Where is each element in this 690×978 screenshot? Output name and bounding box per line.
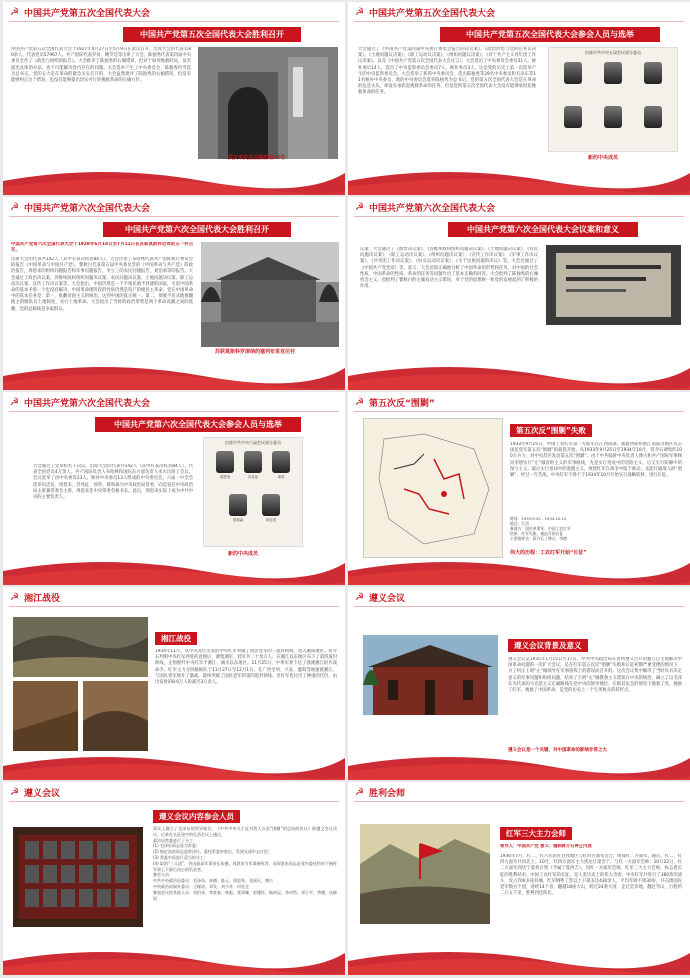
portrait bbox=[564, 106, 582, 128]
party-emblem-icon: ☭ bbox=[355, 787, 364, 798]
photo-caption: 新的中央成员 bbox=[228, 551, 259, 557]
slide-2[interactable] bbox=[348, 2, 690, 195]
portrait-name: 苏兆征 bbox=[247, 475, 259, 479]
section-title-box: 遵义会议背景及意义 bbox=[508, 639, 588, 652]
divider bbox=[9, 216, 339, 217]
slide-9[interactable] bbox=[3, 782, 345, 975]
portrait-panel bbox=[548, 47, 678, 152]
party-emblem-icon: ☭ bbox=[10, 787, 19, 798]
red-ribbon-decoration bbox=[3, 163, 345, 195]
section-title-box: 第五次反“围剿”失败 bbox=[510, 424, 592, 437]
photo-caption: 伟大的历程：工农红军开始“长征” bbox=[510, 550, 587, 556]
divider bbox=[354, 801, 684, 802]
party-emblem-icon: ☭ bbox=[355, 592, 364, 603]
slide-title: 中国共产党第六次全国代表大会 bbox=[369, 204, 496, 214]
portrait-name: 周恩来 bbox=[219, 475, 231, 479]
divider bbox=[354, 21, 684, 22]
photo-caption: 苏联莫斯科罗津纳的塞列布里亚尼村 bbox=[215, 349, 296, 355]
section-banner: 中国共产党第六次全国代表大会参会人员与选举 bbox=[95, 417, 301, 432]
slide-body-text: 中国共产党第五次全国代表大会于1927年4月27日至5月9日在武汉召开。出席大会的代表有80余人，代表党员57967人。共产国际代表罗易、鲍罗廷等出席了大会。陈独秀代表第四届中央委员会作了《政治与组织的报告》。大会批评了陈独秀的右倾错误，但对于如何挽救时局，没有提出具体的办法，也不可能解决党内存在的问题。大会选举产生了中央委员会，陈独秀仍当选为总书记。党的五大是在革命的紧急关头召开的，大会虽然批评了陈独秀的右倾错误，但没有能够纠正这个错误，也没有能够提出切实可行的挽救革命的正确方针。 bbox=[11, 47, 191, 84]
slide-header bbox=[354, 591, 405, 604]
party-emblem-icon: ☭ bbox=[355, 397, 364, 408]
photo-caption: 新的中央成员 bbox=[588, 155, 619, 161]
divider bbox=[9, 606, 339, 607]
slide-title: 遵义会议 bbox=[369, 594, 406, 604]
slide-10[interactable] bbox=[348, 782, 690, 975]
party-emblem-icon: ☭ bbox=[10, 202, 19, 213]
portrait bbox=[244, 451, 262, 473]
portrait bbox=[604, 62, 622, 84]
red-ribbon-decoration bbox=[348, 358, 690, 390]
slide-1[interactable] bbox=[3, 2, 345, 195]
divider bbox=[9, 21, 339, 22]
slide-7[interactable] bbox=[3, 587, 345, 780]
section-banner: 中国共产党第六次全国代表大会胜利召开 bbox=[103, 222, 291, 237]
slide-header bbox=[9, 201, 150, 214]
slide-body-text: 1933年9月25日，中国工农红军第一方面军在江西南部、福建西部和浙江南部等地区反击国民党军第五次“围剿”的战役开始。从1933年9月25日至1934年10月，蒋介石调集约100万兵力，对中央苏区发动第五次“围剿”。由于中共临时中央负责人博古和共产国际军事顾问李德实行“左”倾冒险主义的军事路线，先是实行进攻中的冒险主义，后又实行防御中的保守主义，最后实行退却中的逃跑主义，致使红军在战争中陷于被动，未能打破敌人的“围剿”，经过一年苦战，中央红军不得不于1934年10月开始实行战略转移，进行长征。 bbox=[510, 442, 682, 479]
divider bbox=[9, 411, 339, 412]
slide-title: 中国共产党第六次全国代表大会 bbox=[24, 204, 151, 214]
section-banner: 中国共产党第五次全国代表大会参会人员与选举 bbox=[440, 27, 660, 42]
slide-body-text: 大会通过了《中国共产党第四届中央执行委员会报告的决议案》、《政治形势与党的任务议决案》、《土地问题议决案》、《职工运动议决案》、《组织问题议决案》、《对于共产主义青年团工作议决案》，以及《中国共产党第五次全国代表大会宣言》，大会选出了中央委员会委员31人，候补委员14人，选出了中央监察委员会委员7人，候补委员3人，这是党的历史上第一次选举产生的中央监察委员会。大会选举了新的中央委员会，选出陈独秀等29名中央委员和毛泽东等11名候补中央委员，新的中央委员会选举陈独秀为总书记。党的第五次全国代表大会是在革命的危急关头，却没有承担起挽救革命的任务，但是党的第五次全国代表大会没有能够承担起挽救革命的任务。 bbox=[358, 47, 536, 96]
battle-painting bbox=[13, 681, 78, 751]
portrait bbox=[272, 451, 290, 473]
portrait bbox=[216, 451, 234, 473]
red-ribbon-decoration bbox=[348, 163, 690, 195]
party-emblem-icon: ☭ bbox=[355, 202, 364, 213]
section-title-box: 遵义会议内容参会人员 bbox=[153, 810, 240, 823]
slide-header bbox=[9, 591, 60, 604]
exhibit-photo bbox=[13, 827, 143, 927]
slide-body-text: 出席大会的代表共142人（其中有表决权者84人）。大会讨论了布哈林代表共产国际执行委员会的报告《中国革命与中国共产党》，瞿秋白代表第五届中央委员会的《中国革命与共产党》的政治报告，周恩来的组织问题报告和军事问题报告，李立三的农民问题报告，刘伯承等的报告。大会通过了政治决议案、苏维埃政权组织问题决议案、农民问题决议案、土地问题决议案、职工运动决议案、宣传工作决议案等。大会指出，中国仍然是一个半殖民地半封建的国家，引起中国革命的基本矛盾一个也没有解决，中国革命现阶段的性质仍然是资产阶级民主革命。党在中国革命中的基本任务是：第一，推翻帝国主义的统治，达到中国的真正统一；第二，彻底平民式地推翻地主阶级私有土地制度，实行土地革命。大会指出了当时的政治形势是两个革命高潮之间的低潮，党的总路线是争取群众。 bbox=[11, 257, 193, 312]
slide-body-text: 遵义会议是1935年1月15日至17日，中共中央政治局在贵州遵义召开的独立自主地解决中国革命问题的一次扩大会议，是在红军第五次反“围剿”失败和长征初期严重受挫的情况下，为了纠正王明“左”倾领导在军事指挥上的错误而召开的。这次会议集中解决了当时具有决定意义的军事问题和组织问题，结束了王明“左”倾教条主义错误在中央的统治，确立了以毛泽东为代表的马克思主义正确路线在党中央的领导地位，在极其危急的情况下挽救了党，挽救了红军，挽救了中国革命，是党的历史上一个生死攸关的转折点。 bbox=[508, 657, 682, 694]
slide-title: 中国共产党第五次全国代表大会 bbox=[369, 9, 496, 19]
section-title-box: 湘江战役 bbox=[155, 632, 197, 645]
slide-header bbox=[354, 786, 405, 799]
photo-caption: 遵义会议是一个关键，对中国革命的影响非常之大 bbox=[508, 748, 607, 753]
party-emblem-icon: ☭ bbox=[10, 592, 19, 603]
party-emblem-icon: ☭ bbox=[10, 7, 19, 18]
slide-header bbox=[9, 396, 150, 409]
slide-body-text: 大会通过了党章和若干决议。出席大会的代表共142人（其中有表决权者84人），代表全国党员4万余人。共产国际负责人布哈林和国际东方部负责人米夫出席了会议。会议选举了由中央委员23人、候补中央委员13人组成的中央委员会。六届一中全会选举向忠发、周恩来、苏兆征、项英、蔡和森为中央政治局常委，向忠发任中央政治局主席兼常委会主席，周恩来任中央常委会秘书长。此后，周恩来实际上成为中共中央的主要负责人。 bbox=[33, 464, 193, 501]
slide-title: 遵义会议 bbox=[24, 789, 61, 799]
slide-header bbox=[354, 396, 435, 409]
slide-title: 胜利会师 bbox=[369, 789, 406, 799]
slide-4[interactable] bbox=[348, 197, 690, 390]
slide-title: 中国共产党第五次全国代表大会 bbox=[24, 9, 151, 19]
divider bbox=[354, 411, 684, 412]
portrait-name: 向忠发 bbox=[265, 518, 277, 522]
portrait bbox=[564, 62, 582, 84]
portrait bbox=[229, 494, 247, 516]
party-emblem-icon: ☭ bbox=[10, 397, 19, 408]
slide-body-text: 议案：大会通过了《政治决议案》、《苏维埃政权组织问题决议案》、《土地问题决议案》、《农民问题决议案》、《职工运动决议案》、《组织问题决议案》、《宣传工作决议案》、《军事工作决议案》、《共青团工作决议案》、《妇女运动决议案》、《关于民族问题的决议》等。大会还通过了《中国共产党党章》等。意义：大会比较正确地分析了中国革命的形势和任务，对中国的社会性质、中国革命的性质、革命的任务等问题作出了基本正确的回答。大会批判了陈独秀的右倾机会主义，也批判了瞿秋白的左倾盲动主义错误，对于党的思想统一和党的发展起到了积极的作用。 bbox=[360, 247, 538, 290]
portrait bbox=[644, 106, 662, 128]
document-photo bbox=[546, 245, 681, 325]
battle-meta: 时间：1933.9.25 - 1934.10.10 地点：江西 参战方：国民革命军、中国工农红军 结果：红军失败，被迫开始长征 主要指挥官：蒋介石 / 博古、李德 bbox=[510, 516, 571, 541]
slide-title: 湘江战役 bbox=[24, 594, 61, 604]
slide-body-text: 1936年7月，红二、红六军团在甘孜地区与红四方面军会合，组成红二方面军。随后，红二、红四方面军共同北上。10月，红四方面军主力到达甘肃会宁，与红一方面军会师；10月22日，红二方面军到达宁夏将台堡（今属宁夏西吉），同红一方面军会师。红军三大主力会师，标志着长征的胜利结束。中国工农红军的长征，是人类历史上的伟大奇迹，中央红军共进行了380余次战斗，攻占700多座县城，红军牺牲了营以上干部多达430余人，平均年龄不到30岁，共击溃国民党军数百个团，途经14个省，翻越18座大山，跨过24条大河，走过荒草地，翻过雪山，行程约二万五千里，胜利到达陕北。 bbox=[500, 854, 682, 897]
venue-photo bbox=[201, 242, 339, 347]
photo-caption: 武汉市武昌区都府堤20号 bbox=[228, 155, 285, 161]
venue-photo bbox=[198, 47, 338, 159]
portrait-panel bbox=[203, 437, 303, 547]
slide-header bbox=[354, 6, 495, 19]
campaign-map bbox=[363, 418, 503, 558]
slide-8[interactable] bbox=[348, 587, 690, 780]
venue-photo bbox=[363, 635, 498, 715]
slide-body-text: 1934年11月，从中央苏区出发的中央红军突破了国民党军的三道封锁线，进入湘南地区。蒋介石判明中央红军西进的意图后，调集湘军、桂军共二十余万人，在湘江以东地区布下了第四道封锁线，企图围歼中央红军于湘江、漓水以东地区。11月25日，中革军委下达了强渡湘江的作战命令。红军主力分四路纵队于11月27日至12月1日，在广西全州、兴安、灌阳等地强渡湘江，与国民党军展开了激战，最终突破了国民党军的第四道封锁线。但红军也付出了惨重的代价，由出发时的8.6万人锐减至3万余人。 bbox=[155, 649, 337, 686]
red-ribbon-decoration bbox=[3, 553, 345, 585]
section-banner: 中国共产党第六次全国代表大会议案和意义 bbox=[448, 222, 638, 237]
red-ribbon-decoration bbox=[3, 748, 345, 780]
party-emblem-icon: ☭ bbox=[355, 7, 364, 18]
portrait bbox=[644, 62, 662, 84]
slide-header bbox=[354, 201, 495, 214]
portrait-panel-title: 出席中共中央六届会议部分委员 bbox=[225, 440, 281, 445]
section-banner: 中国共产党第五次全国代表大会胜利召开 bbox=[123, 27, 301, 42]
battle-painting bbox=[83, 681, 148, 751]
slide-header bbox=[9, 786, 60, 799]
slide-header bbox=[9, 6, 150, 19]
slide-title: 第五次反“围剿” bbox=[369, 399, 435, 409]
slide-body-text: 事实上确立了毛泽东的领导地位。《中共中央关于反对敌人五次“围剿”的总结的决议》即遵义会议决议，后来在长征途中的扎西会议上通过。 政治局常委进行了分工： (1) 毛泽东同志选为常委； (2) 指定洛甫同志起草决议，委托常委审查后，发到支部中去讨论； (3) 常委中再进行适当的分工； (4) 取消“三人团”，仍由最高军事首长朱德、周恩来为军事指挥者，而周恩来同志是党内委托的对于指挥军事上下最后决心的负责者。 参会人员： 中共中央政治局委员：毛泽东、朱德、陈云、周恩来、张闻天、博古 中央政治局候补委员：王稼祥、邓发、刘少奇、何克全 参加会议的其他人员：刘伯承、李富春、林彪、聂荣臻、彭德怀、杨尚昆、李卓然、邓小平、李德、伍修权 bbox=[153, 826, 337, 901]
portrait-name: 项英 bbox=[277, 475, 285, 479]
slide-title: 中国共产党第六次全国代表大会 bbox=[24, 399, 151, 409]
portrait bbox=[262, 494, 280, 516]
battle-painting bbox=[13, 617, 148, 677]
divider bbox=[354, 216, 684, 217]
slide-3[interactable] bbox=[3, 197, 345, 390]
portrait-name: 蔡和森 bbox=[232, 518, 244, 522]
portrait bbox=[604, 106, 622, 128]
divider bbox=[354, 606, 684, 607]
slide-lead-text: 领导人：中国共产党 意义：遏制蒋介石停止内战 bbox=[500, 844, 592, 849]
red-ribbon-decoration bbox=[3, 358, 345, 390]
reunion-painting bbox=[360, 824, 490, 924]
slide-6[interactable] bbox=[348, 392, 690, 585]
portrait-panel-title: 出席中共中央五届会议部分委员 bbox=[585, 50, 641, 55]
section-title-box: 红军三大主力会师 bbox=[500, 827, 572, 840]
slide-5[interactable] bbox=[3, 392, 345, 585]
slide-lead-text: 中国共产党第六次全国代表大会于1928年6月18日至7月11日在苏联莫斯科近郊的五一村召开。 bbox=[11, 242, 193, 254]
divider bbox=[9, 801, 339, 802]
